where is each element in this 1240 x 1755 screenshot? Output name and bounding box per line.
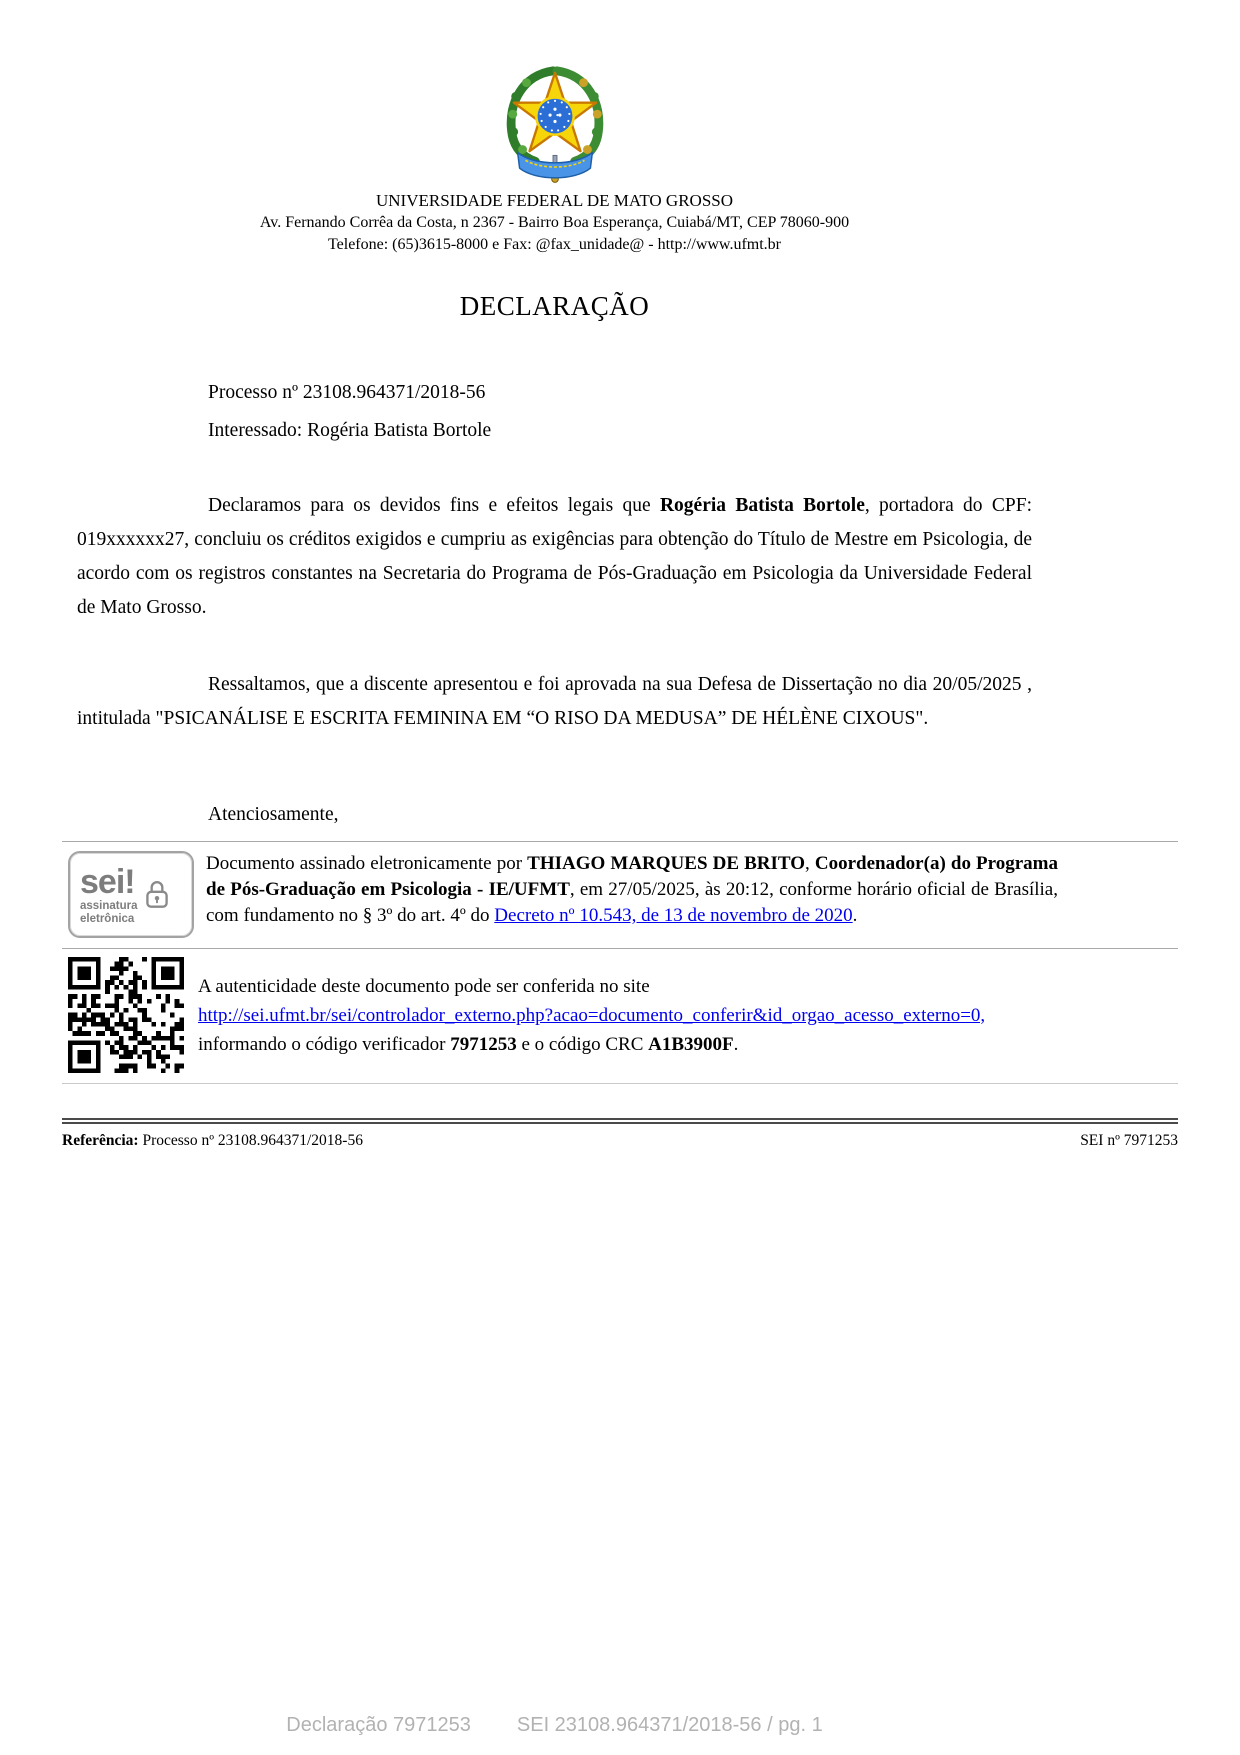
reference-value: Processo nº 23108.964371/2018-56 <box>138 1132 363 1149</box>
sei-logo-word: sei! <box>80 862 135 901</box>
p1-text-before: Declaramos para os devidos fins e efeitos legais que <box>208 495 660 516</box>
qr-code <box>68 957 184 1073</box>
verification-statement <box>198 972 985 1059</box>
signature-row <box>62 842 1178 948</box>
crc-code: A1B3900F <box>648 1033 734 1055</box>
process-block <box>208 379 1032 444</box>
reference-row <box>62 1131 1178 1151</box>
university-phone: Telefone: (65)3615-8000 e Fax: @fax_unidade@ - http://www.ufmt.br <box>328 236 781 253</box>
footer-document-label: Declaração 7971253 <box>286 1714 471 1736</box>
brazil-coat-of-arms-icon <box>496 57 614 187</box>
sig-text-mid: , em 27/05/2025, às 20:12, conforme horário oficial de Brasília, com fundamento no § 3º do art. 4º do <box>206 879 1058 926</box>
padlock-icon <box>144 879 170 911</box>
reference-label: Referência: <box>62 1132 139 1149</box>
divider <box>62 1083 1178 1084</box>
university-address: Av. Fernando Corrêa da Costa, n 2367 - Bairro Boa Esperança, Cuiabá/MT, CEP 78060-900 <box>259 214 850 231</box>
sei-number: SEI nº 7971253 <box>1080 1132 1178 1149</box>
verification-url-link[interactable]: http://sei.ufmt.br/sei/controlador_externo.php?acao=documento_conferir&id_orgao_acesso_externo=0, <box>198 1004 986 1026</box>
closing-salutation: Atenciosamente, <box>208 804 339 825</box>
paragraph-defense: Ressaltamos, que a discente apresentou e foi aprovada na sua Defesa de Dissertação no dia 20/05/2025 , intitulada "PSICANÁLISE E ESCRITA FEMININA EM “O RISO DA MEDUSA” DE HÉLÈNE CIXOUS". <box>77 674 1032 729</box>
sig-separator: , <box>805 853 815 874</box>
celestial-globe <box>536 97 573 134</box>
signature-statement <box>206 851 1058 929</box>
reference-text <box>62 1131 363 1151</box>
p1-student-name: Rogéria Batista Bortole <box>659 495 865 516</box>
paragraph-declaration <box>77 489 1032 625</box>
sei-signature-logo <box>68 851 194 938</box>
document-title: DECLARAÇÃO <box>459 291 650 321</box>
verification-line1: A autenticidade deste documento pode ser conferida no site <box>198 975 650 997</box>
interested-party: Interessado: Rogéria Batista Bortole <box>208 420 492 441</box>
org-header <box>77 190 1032 256</box>
p1-text-after: , portadora do CPF: 019xxxxxx27, concluiu os créditos exigidos e cumpriu as exigências para obtenção do Título de Mestre em Psicologia, de acordo com os registros constantes na Secretaria do Programa de Pós-Graduação em Psicologia da Universidade Federal de Mato Grosso. <box>77 495 1032 618</box>
sei-logo-sub1: assinatura <box>80 899 138 912</box>
sei-logo-sub2: eletrônica <box>80 913 135 925</box>
verifier-code: 7971253 <box>450 1033 517 1055</box>
process-number: Processo nº 23108.964371/2018-56 <box>208 382 486 403</box>
decree-link[interactable]: Decreto nº 10.543, de 13 de novembro de 2020 <box>494 905 853 926</box>
sig-text-end: . <box>852 905 858 926</box>
reference-divider <box>62 1118 1178 1124</box>
footer-sei-page: SEI 23108.964371/2018-56 / pg. 1 <box>516 1714 823 1736</box>
signer-role: Coordenador(a) do Programa de Pós-Graduação em Psicologia - IE/UFMT <box>206 853 1059 900</box>
page-footer <box>77 1714 1032 1737</box>
signer-name: THIAGO MARQUES DE BRITO <box>527 853 806 874</box>
verification-line3-before: informando o código verificador <box>198 1033 451 1055</box>
sig-text-before: Documento assinado eletronicamente por <box>206 853 528 874</box>
verification-line3-end: . <box>733 1033 739 1055</box>
verification-row <box>62 949 1178 1083</box>
university-name: UNIVERSIDADE FEDERAL DE MATO GROSSO <box>375 191 734 210</box>
verification-line3-mid: e o código CRC <box>516 1033 649 1055</box>
signature-section <box>62 841 1178 1151</box>
